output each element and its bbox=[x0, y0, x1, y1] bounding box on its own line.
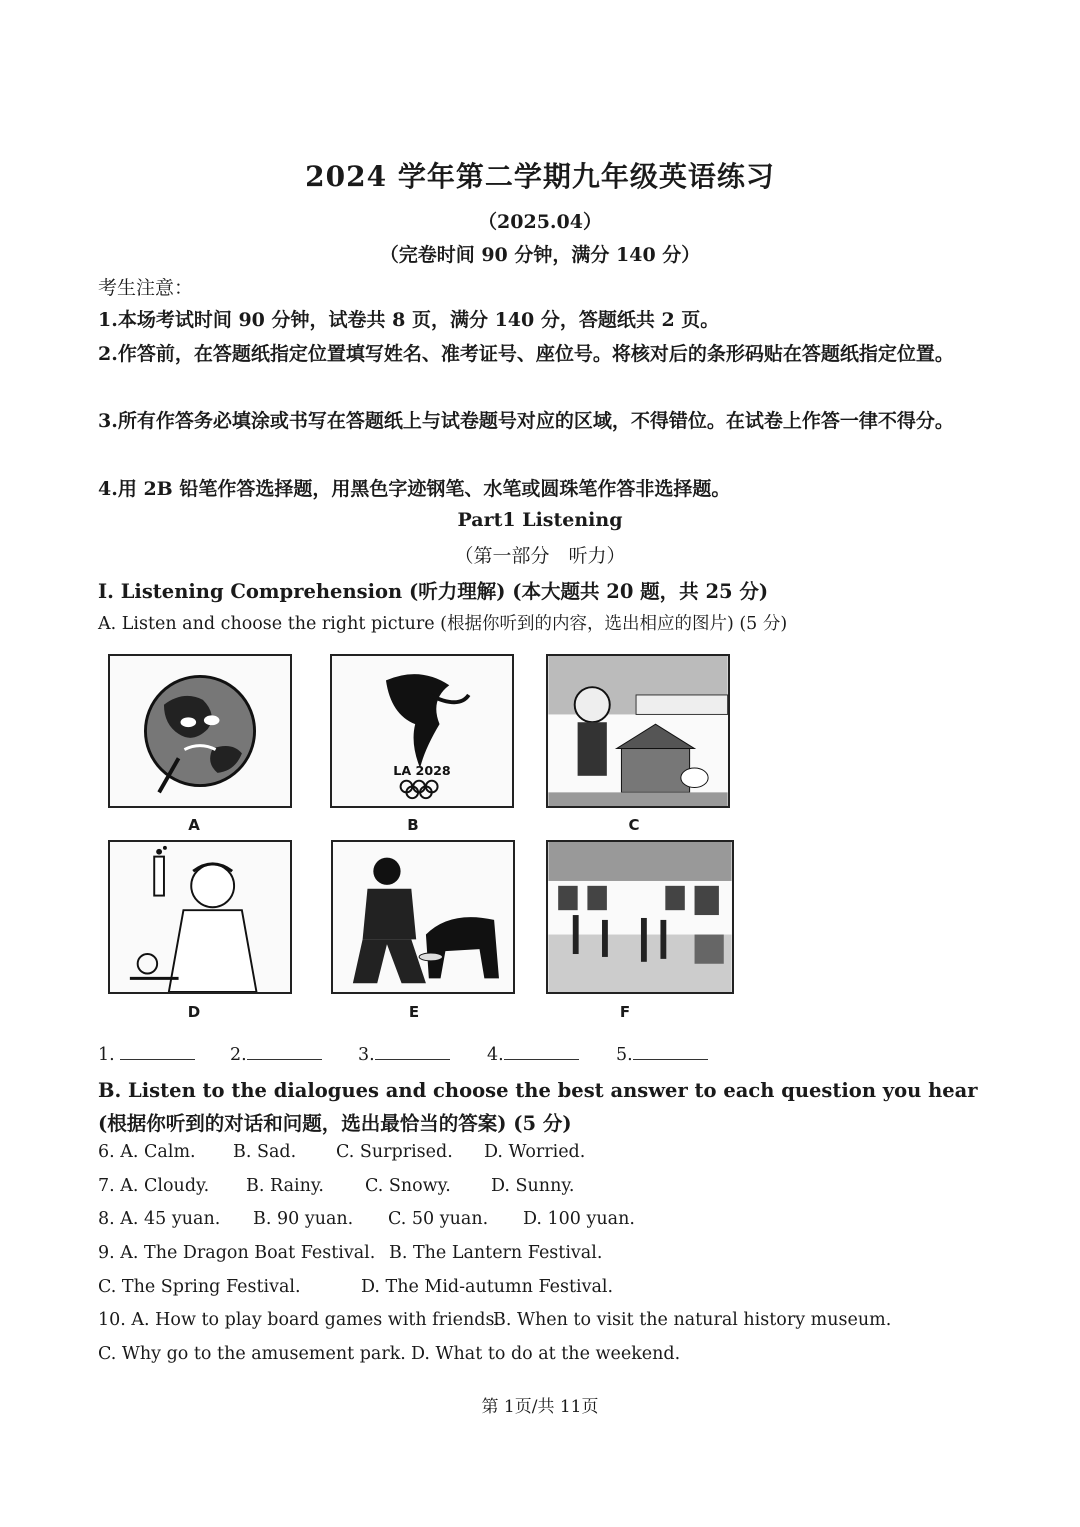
picture-d-label: D bbox=[187, 1003, 201, 1021]
q6-option-c: C. Surprised. bbox=[336, 1142, 453, 1162]
boy-doghouse-icon bbox=[548, 656, 728, 806]
answer-blank-4[interactable]: 4. bbox=[487, 1043, 579, 1065]
feeding-animal-icon bbox=[333, 842, 513, 992]
part1-subtitle: （第一部分 听力） bbox=[454, 545, 626, 567]
q9-option-c: C. The Spring Festival. bbox=[98, 1277, 301, 1297]
picture-a bbox=[108, 654, 292, 808]
q10-option-b: B. When to visit the natural history museum. bbox=[493, 1310, 892, 1330]
answer-blank-3[interactable]: 3. bbox=[358, 1043, 450, 1065]
section-a-heading: A. Listen and choose the right picture (根据你听到的内容，选出相应的图片) (5 分) bbox=[98, 614, 788, 634]
page-title: 2024 学年第二学期九年级英语练习 bbox=[305, 160, 775, 193]
earth-globe-icon bbox=[110, 656, 290, 806]
q8-option-a: 8. A. 45 yuan. bbox=[98, 1209, 221, 1229]
q10-option-c: C. Why go to the amusement park. bbox=[98, 1344, 406, 1364]
picture-c bbox=[546, 654, 730, 808]
q9-option-b: B. The Lantern Festival. bbox=[389, 1243, 603, 1263]
picture-f-label: F bbox=[619, 1003, 631, 1021]
picture-e-label: E bbox=[408, 1003, 420, 1021]
picture-d bbox=[108, 840, 292, 994]
picture-b-label: B bbox=[407, 816, 419, 834]
q10-option-d: D. What to do at the weekend. bbox=[411, 1344, 681, 1364]
q6-option-a: 6. A. Calm. bbox=[98, 1142, 196, 1162]
notice-heading: 考生注意： bbox=[98, 277, 194, 299]
notice-item-3: 3.所有作答务必填涂或书写在答题纸上与试卷题号对应的区域，不得错位。在试卷上作答一律不得分。 bbox=[98, 410, 954, 432]
q10-option-a: 10. A. How to play board games with friends. bbox=[98, 1310, 500, 1330]
picture-c-label: C bbox=[628, 816, 640, 834]
picture-b bbox=[330, 654, 514, 808]
answer-blank-5[interactable]: 5. bbox=[616, 1043, 708, 1065]
notice-item-2: 2.作答前，在答题纸指定位置填写姓名、准考证号、座位号。将核对后的条形码贴在答题纸指定位置。 bbox=[98, 343, 954, 365]
olympic-logo-icon bbox=[332, 656, 512, 806]
q9-option-d: D. The Mid-autumn Festival. bbox=[361, 1277, 614, 1297]
q9-option-a: 9. A. The Dragon Boat Festival. bbox=[98, 1243, 376, 1263]
page-footer: 第 1页/共 11页 bbox=[481, 1397, 599, 1417]
q6-option-b: B. Sad. bbox=[233, 1142, 297, 1162]
section-b-heading: B. Listen to the dialogues and choose the best answer to each question you hear (根据你听到的对话和问题，选出最恰当的答案) (5 分) bbox=[98, 1079, 978, 1135]
picture-f bbox=[546, 840, 734, 994]
logo-text: LA 2028 bbox=[393, 762, 451, 778]
museum-gallery-icon bbox=[548, 842, 732, 992]
picture-a-label: A bbox=[188, 816, 200, 834]
q8-option-c: C. 50 yuan. bbox=[388, 1209, 489, 1229]
section-i-heading: I. Listening Comprehension (听力理解) (本大题共 20 题，共 25 分) bbox=[98, 580, 769, 603]
picture-e bbox=[331, 840, 515, 994]
q8-option-d: D. 100 yuan. bbox=[523, 1209, 635, 1229]
notice-item-1: 1.本场考试时间 90 分钟，试卷共 8 页，满分 140 分，答题纸共 2 页。 bbox=[98, 309, 720, 331]
scientist-icon bbox=[110, 842, 290, 992]
exam-duration: （完卷时间 90 分钟，满分 140 分） bbox=[379, 244, 701, 266]
part1-title: Part1 Listening bbox=[457, 509, 623, 531]
q7-option-d: D. Sunny. bbox=[491, 1176, 575, 1196]
q6-option-d: D. Worried. bbox=[484, 1142, 586, 1162]
exam-date: （2025.04） bbox=[478, 211, 602, 233]
q7-option-c: C. Snowy. bbox=[365, 1176, 451, 1196]
q7-option-b: B. Rainy. bbox=[246, 1176, 324, 1196]
q7-option-a: 7. A. Cloudy. bbox=[98, 1176, 210, 1196]
answer-blank-1[interactable]: 1. bbox=[98, 1043, 195, 1065]
q8-option-b: B. 90 yuan. bbox=[253, 1209, 354, 1229]
answer-blank-2[interactable]: 2. bbox=[230, 1043, 322, 1065]
notice-item-4: 4.用 2B 铅笔作答选择题，用黑色字迹钢笔、水笔或圆珠笔作答非选择题。 bbox=[98, 478, 731, 500]
